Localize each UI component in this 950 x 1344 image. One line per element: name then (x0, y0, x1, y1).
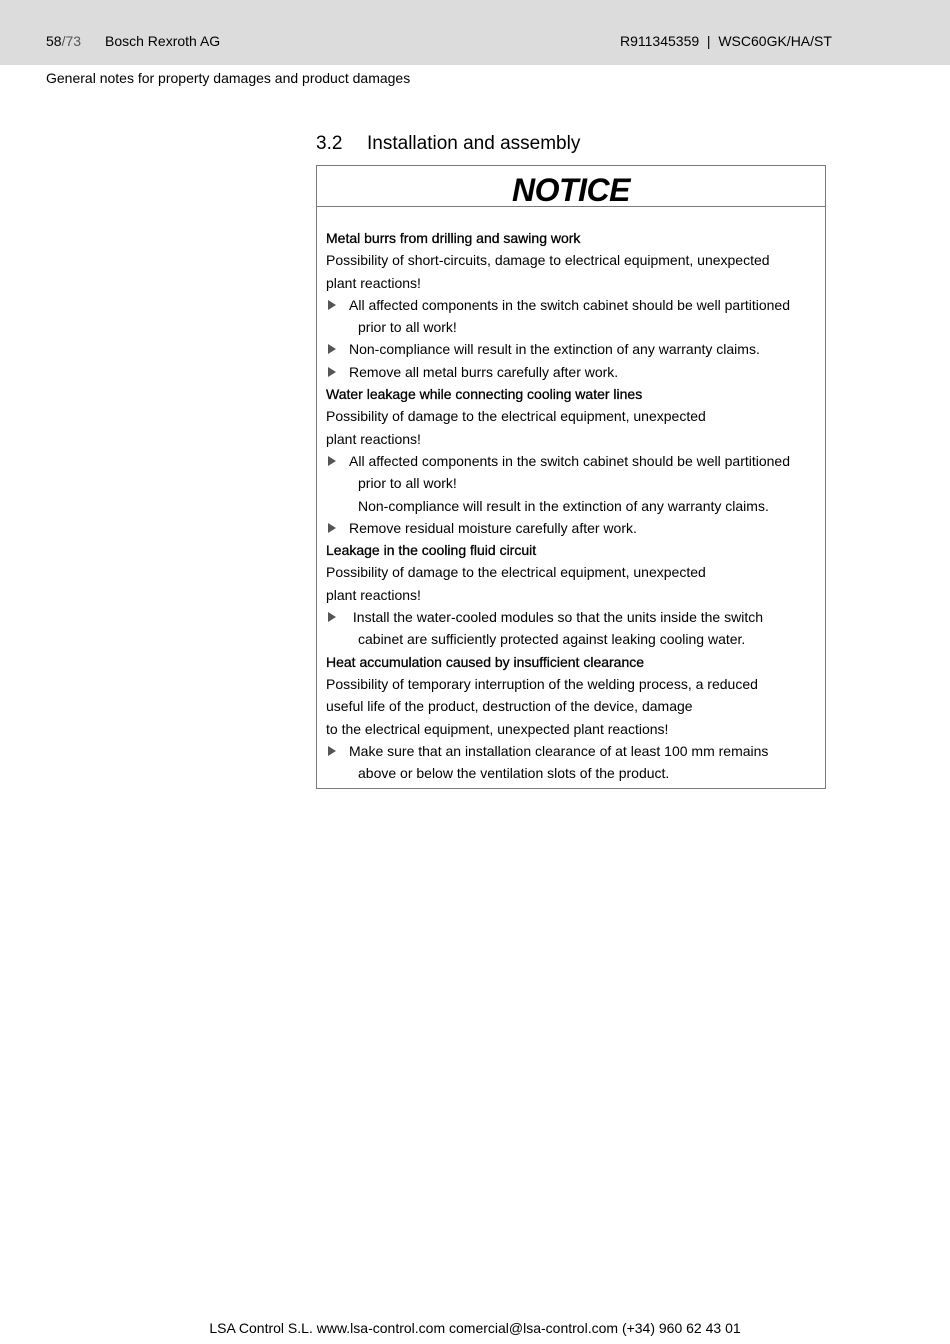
chapter-subheader: General notes for property damages and product damages (46, 70, 411, 86)
header-doc-ref: R911345359 | WSC60GK/HA/ST (620, 33, 832, 49)
notice-text-line (326, 428, 821, 450)
bullet-triangle-icon (328, 300, 336, 310)
notice-hazard-heading (326, 383, 821, 405)
section-title: Installation and assembly (367, 133, 581, 154)
bullet-triangle-icon (328, 746, 336, 756)
bullet-triangle-icon (328, 612, 336, 622)
notice-line-text: All affected components in the switch cabinet should be well partitioned (349, 296, 791, 313)
header-company: Bosch Rexroth AG (105, 33, 221, 49)
notice-line-text: plant reactions! (326, 274, 421, 291)
notice-line-text: Non-compliance will result in the extinction of any warranty claims. (349, 341, 760, 358)
notice-line-text: prior to all work! (358, 319, 457, 336)
page-number (46, 33, 81, 49)
bullet-triangle-icon (328, 367, 336, 377)
notice-line-text: prior to all work! (358, 475, 457, 492)
notice-line-text: cabinet are sufficiently protected against leaking cooling water. (358, 631, 746, 648)
notice-continuation-line (326, 495, 821, 517)
notice-line-text: Remove residual moisture carefully after work. (349, 519, 637, 536)
notice-line-text: Non-compliance will result in the extinction of any warranty claims. (358, 497, 769, 514)
notice-line-text: Heat accumulation caused by insufficient clearance (326, 653, 645, 670)
notice-hazard-heading (326, 651, 821, 673)
notice-continuation-line (326, 628, 821, 650)
notice-continuation-line (326, 472, 821, 494)
notice-text-line (326, 584, 821, 606)
notice-bullet-item (326, 606, 821, 628)
bullet-triangle-icon (328, 456, 336, 466)
footer-website[interactable]: www.lsa-control.com (316, 1320, 446, 1336)
page-total: /73 (61, 33, 82, 49)
notice-box (316, 165, 826, 789)
page-footer (0, 1320, 950, 1336)
notice-bullet-item (326, 450, 821, 472)
footer-email[interactable]: comercial@lsa-control.com (449, 1320, 619, 1336)
notice-text-line (326, 561, 821, 583)
bullet-triangle-icon (328, 523, 336, 533)
notice-hazard-heading (326, 539, 821, 561)
notice-line-text: plant reactions! (326, 430, 421, 447)
notice-bullet-item (326, 740, 821, 762)
notice-text-line (326, 695, 821, 717)
notice-continuation-line (326, 762, 821, 784)
notice-line-text: to the electrical equipment, unexpected plant reactions! (326, 720, 669, 737)
notice-line-text: Possibility of damage to the electrical equipment, unexpected (326, 564, 706, 581)
notice-line-text: Possibility of short-circuits, damage to electrical equipment, unexpected (326, 252, 770, 269)
notice-line-text: useful life of the product, destruction of the device, damage (326, 698, 693, 715)
notice-bullet-item (326, 517, 821, 539)
notice-title: NOTICE (317, 166, 825, 207)
bullet-triangle-icon (328, 344, 336, 354)
notice-body (326, 227, 821, 784)
section-number: 3.2 (316, 133, 343, 154)
notice-line-text: All affected components in the switch cabinet should be well partitioned (349, 452, 791, 469)
notice-continuation-line (326, 316, 821, 338)
notice-line-text: Possibility of damage to the electrical equipment, unexpected (326, 408, 706, 425)
notice-line-text: plant reactions! (326, 586, 421, 603)
notice-line-text: Metal burrs from drilling and sawing work (326, 230, 581, 246)
notice-bullet-item (326, 361, 821, 383)
notice-bullet-item (326, 338, 821, 360)
notice-text-line (326, 272, 821, 294)
page-current: 58 (46, 33, 62, 49)
notice-line-text: Make sure that an installation clearance of at least 100 mm remains (349, 742, 769, 759)
notice-text-line (326, 249, 821, 271)
footer-company: LSA Control S.L. (209, 1320, 313, 1336)
notice-line-text: Possibility of temporary interruption of the welding process, a reduced (326, 675, 758, 692)
notice-hazard-heading (326, 227, 821, 249)
notice-text-line (326, 718, 821, 740)
notice-bullet-item (326, 294, 821, 316)
notice-line-text: Water leakage while connecting cooling water lines (326, 386, 643, 403)
notice-line-text: Install the water-cooled modules so that the units inside the switch (349, 609, 763, 626)
notice-text-line (326, 405, 821, 427)
section-heading (316, 133, 580, 155)
notice-text-line (326, 673, 821, 695)
footer-phone: (+34) 960 62 43 01 (621, 1320, 741, 1336)
notice-line-text: Leakage in the cooling fluid circuit (326, 542, 537, 559)
notice-line-text: above or below the ventilation slots of the product. (358, 765, 670, 782)
notice-line-text: Remove all metal burrs carefully after work. (349, 363, 619, 380)
